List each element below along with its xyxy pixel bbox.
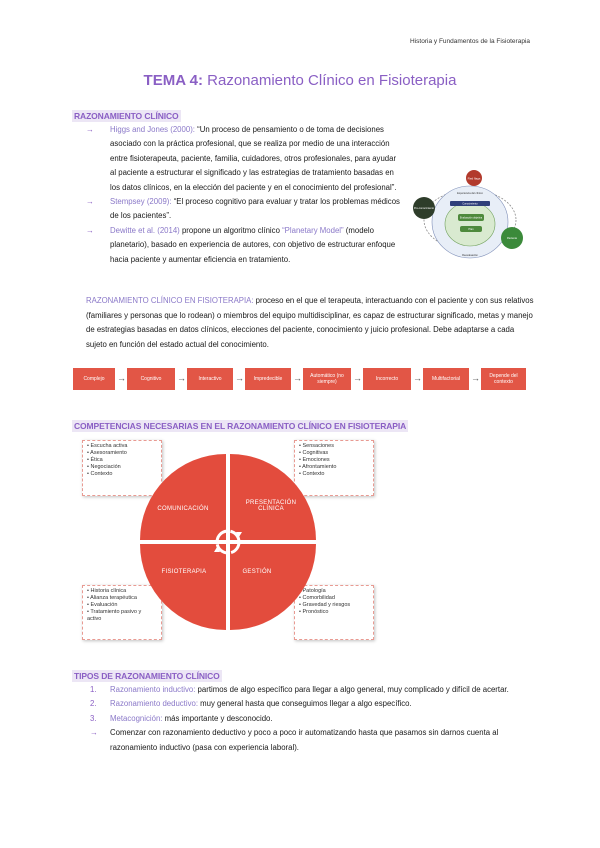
definition-item (82, 195, 402, 224)
arrow-right-icon: → (235, 373, 244, 383)
tipo-text: muy general hasta que conseguimos llegar a algo específico. (198, 699, 412, 709)
tipo-item (86, 712, 526, 726)
definition-text: (modelo planetario), basado en experiencia de autores, con objetivo de estructurar enfoque hacia paciente y aumentar eficiencia en tratamiento. (110, 225, 396, 264)
definition-author: Dewitte et al. (2014) (110, 225, 180, 235)
section-heading-tipos: TIPOS DE RAZONAMIENTO CLÍNICO (74, 671, 220, 681)
chain-box: Multifactorial (423, 368, 469, 390)
competency-item: • Ética (87, 457, 103, 463)
definitions-list (82, 123, 402, 267)
rcf-label: RAZONAMIENTO CLÍNICO EN FISIOTERAPIA: (86, 296, 254, 305)
competency-item: • Contexto (87, 471, 113, 477)
section-heading-competencias: COMPETENCIAS NECESARIAS EN EL RAZONAMIENTO CLÍNICO EN FISIOTERAPIA (74, 421, 407, 431)
model-name: “Planetary Model” (282, 225, 344, 235)
chain-box: Impredecible (245, 368, 291, 390)
item-number: 1. (90, 685, 97, 694)
arrow-right-icon: → (471, 373, 480, 383)
competency-item: • Historia clínica (87, 588, 127, 594)
arrow-bullet-icon: → (86, 125, 94, 134)
arrow-right-icon: → (177, 373, 186, 383)
tipo-item (86, 697, 526, 711)
tipo-note-text: Comenzar con razonamiento deductivo y poco a poco ir automatizando hasta que pasamos sin darnos cuenta al razonamiento inductivo (pasa con experiencia laboral). (110, 728, 499, 752)
chain-box: Complejo (73, 368, 115, 390)
competency-item: • Asesoramiento (87, 450, 127, 456)
tipos-list (86, 683, 526, 755)
planet-right-label: Paciente (506, 237, 518, 240)
competency-item: • Escucha activa (87, 443, 128, 449)
title-rest: Razonamiento Clínico en Fisioterapia (202, 72, 457, 89)
planet-inner1-label: Experiencia del clínico (457, 192, 483, 195)
definition-item (82, 123, 402, 195)
competency-item: • Comorbilidad (299, 595, 335, 601)
competency-item: • Gravedad y riesgos (299, 602, 351, 608)
rcf-text: proceso en el que el terapeuta, interactuando con el paciente y con sus relativos (familiares y personas que lo rodean) o miembros del equipo multidisciplinar, es capaz de estructurar significado, metas y manejo de estrategias basadas en datos clínicos, elecciones del paciente, conocimiento y juicio profesional. Debe adaptarse a cada sujeto en función del estado actual del conocimiento. (86, 296, 534, 349)
definition-item (82, 224, 402, 267)
arrow-right-icon: → (117, 373, 126, 383)
chain-box: Depende del contexto (481, 368, 526, 390)
competency-item: • Afrontamiento (299, 464, 337, 470)
planetary-model-diagram (406, 170, 528, 270)
competency-item: • Contexto (299, 471, 325, 477)
arrow-bullet-icon: → (86, 197, 94, 207)
competency-item: • Emociones (299, 457, 330, 463)
tipo-text: partimos de algo específico para llegar a algo general, muy complicado y difícil de acertar. (195, 685, 509, 694)
competency-item: • Sensaciones (299, 443, 334, 449)
page-title (0, 72, 600, 89)
planet-inner3-label: Plan (468, 228, 474, 231)
tipo-text: más importante y desconocido. (162, 713, 273, 723)
page-header: Historia y Fundamentos de la Fisioterapia (410, 38, 530, 45)
arrow-right-icon: → (293, 373, 302, 383)
planet-top-label: Red flags (467, 176, 481, 181)
rcf-paragraph (86, 294, 534, 352)
competency-item: • Cognitivas (299, 450, 329, 456)
planet-inner2-label: Conocimiento (462, 202, 478, 206)
tipo-item (86, 683, 526, 697)
arrow-bullet-icon: → (90, 728, 98, 738)
definition-text: “Un proceso de pensamiento o de toma de decisiones asociado con la práctica profesional, que se realiza por medio de una interacción entre fisioterapeuta, paciente, familia, cuidadores, otros profesionales, para ayudar al paciente a estructurar el significado y las estrategias de tratamiento basadas en los datos clínicos, en la elección del paciente y en el conocimiento del profesional”. (110, 125, 397, 192)
planet-center-label: Evaluación objetiva (459, 216, 483, 220)
chain-box: Incorrecto (363, 368, 411, 390)
tipo-note (86, 726, 526, 755)
competency-item: Patología (302, 588, 326, 594)
quadrant-label-gestion: GESTIÓN (242, 569, 272, 575)
definition-text: “El proceso cognitivo para evaluar y tratar los problemas médicos de los pacientes”. (110, 197, 400, 221)
planet-left-label: Pre-conocimiento (413, 207, 435, 210)
chain-box: Interactivo (187, 368, 233, 390)
characteristics-chain (73, 368, 526, 390)
competencias-circle (128, 452, 328, 632)
arrow-right-icon: → (353, 373, 362, 383)
arrow-right-icon: → (413, 373, 422, 383)
tipo-name: Razonamiento deductivo: (110, 699, 198, 709)
quadrant-label-fisioterapia: FISIOTERAPIA (161, 569, 207, 575)
section-heading-razonamiento: RAZONAMIENTO CLÍNICO (74, 111, 179, 121)
competency-item: • Pronóstico (299, 609, 329, 615)
item-number: 3. (90, 713, 97, 723)
item-number: 2. (90, 699, 97, 709)
quadrant-label-comunicacion: COMUNICACIÓN (157, 506, 209, 512)
competency-item: • Negociación (87, 464, 121, 470)
competency-item: • Evaluación (87, 602, 118, 608)
definition-text: propone un algoritmo clínico (179, 225, 283, 235)
planet-bottom-label: Reevaluación (462, 254, 478, 257)
tipo-name: Razonamiento inductivo: (110, 685, 196, 694)
definition-author: Stempsey (2009): (110, 197, 172, 207)
definition-author: Higgs and Jones (2000): (110, 125, 195, 134)
title-prefix: TEMA 4: (143, 72, 203, 89)
competencias-diagram (82, 440, 374, 640)
competency-item: • Tratamiento pasivo y activo (87, 609, 142, 622)
quadrant-label-presentacion: PRESENTACIÓN CLÍNICA (245, 500, 297, 512)
competency-item: • Alianza terapéutica (87, 595, 137, 601)
arrow-bullet-icon: → (86, 225, 94, 235)
tipo-name: Metacognición: (110, 713, 163, 723)
chain-box: Cognitivo (127, 368, 175, 390)
chain-box: Automático (no siempre) (303, 368, 351, 390)
